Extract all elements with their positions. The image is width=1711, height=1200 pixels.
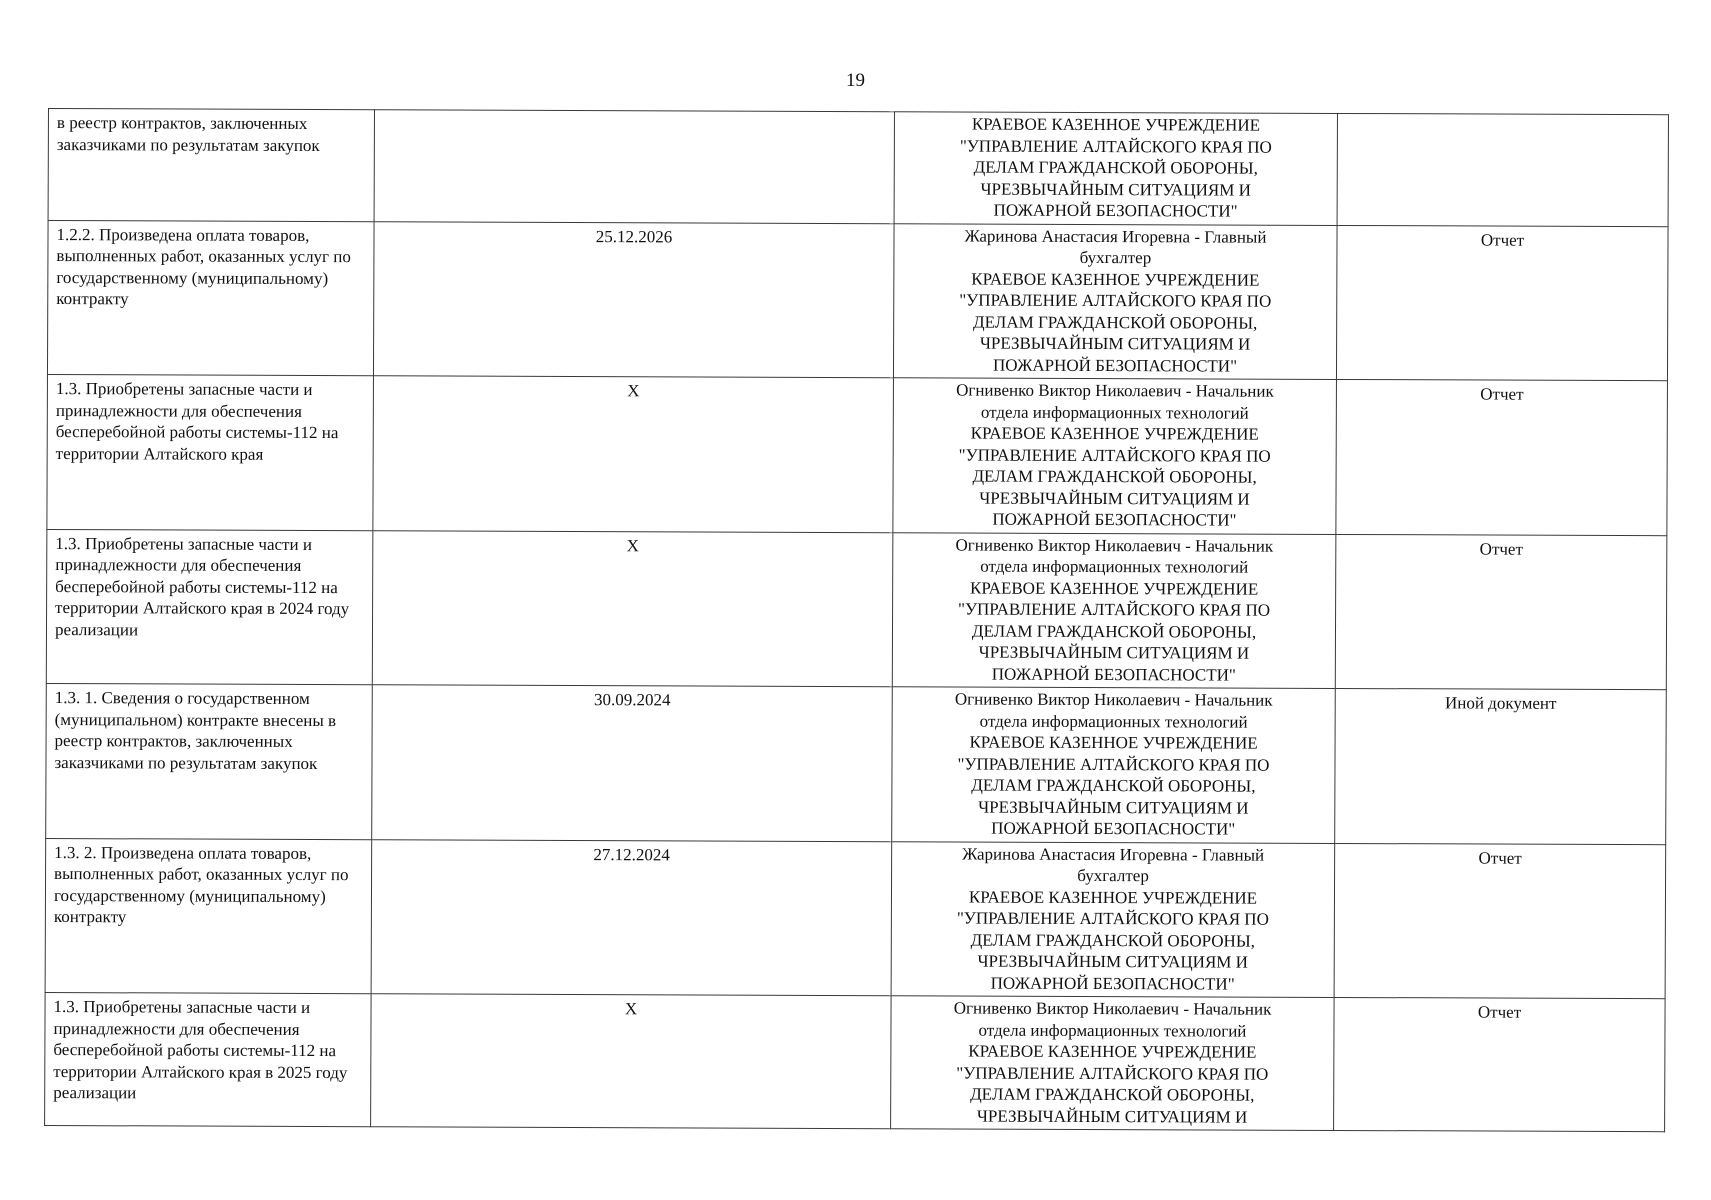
responsible-line: ДЕЛАМ ГРАЖДАНСКОЙ ОБОРОНЫ, <box>970 1084 1255 1105</box>
responsible-executor <box>892 532 1336 688</box>
responsible-line: "УПРАВЛЕНИЕ АЛТАЙСКОГО КРАЯ ПО <box>956 908 1269 929</box>
deadline-date <box>374 110 894 223</box>
table-row <box>47 220 1668 381</box>
responsible-executor <box>892 687 1336 843</box>
responsible-line: ПОЖАРНОЙ БЕЗОПАСНОСТИ" <box>993 200 1238 221</box>
responsible-line: Огнивенко Виктор Николаевич - Начальник <box>955 534 1274 556</box>
responsible-line: КРАЕВОЕ КАЗЕННОЕ УЧРЕЖДЕНИЕ <box>968 1041 1257 1062</box>
table-row <box>46 529 1667 690</box>
responsible-line: ЧРЕЗВЫЧАЙНЫМ СИТУАЦИЯМ И <box>980 179 1251 200</box>
responsible-line: "УПРАВЛЕНИЕ АЛТАЙСКОГО КРАЯ ПО <box>959 136 1272 157</box>
responsible-line: Жаринова Анастасия Игоревна - Главный <box>962 844 1265 865</box>
responsible-line: ЧРЕЗВЫЧАЙНЫМ СИТУАЦИЯМ И <box>976 1106 1248 1127</box>
responsible-executor <box>893 378 1337 534</box>
responsible-line: "УПРАВЛЕНИЕ АЛТАЙСКОГО КРАЯ ПО <box>959 290 1272 311</box>
table-row <box>48 109 1668 227</box>
responsible-line: ПОЖАРНОЙ БЕЗОПАСНОСТИ" <box>992 355 1238 376</box>
table-row <box>45 838 1666 999</box>
deadline-date: X <box>373 376 894 532</box>
responsible-line: ПОЖАРНОЙ БЕЗОПАСНОСТИ" <box>992 509 1237 530</box>
deadline-date: 30.09.2024 <box>372 685 893 841</box>
document-type <box>1337 113 1668 226</box>
table-row <box>46 683 1667 844</box>
deadline-date: X <box>372 530 893 686</box>
responsible-line: КРАЕВОЕ КАЗЕННОЕ УЧРЕЖДЕНИЕ <box>968 887 1258 908</box>
responsible-line: отдела информационных технологий <box>978 1020 1247 1041</box>
event-description: 1.3. Приобретены запасные части и принадлежности для обеспечения бесперебойной работы системы-112 на территории Алтайского края <box>47 374 374 530</box>
responsible-line: ПОЖАРНОЙ БЕЗОПАСНОСТИ" <box>991 664 1236 685</box>
document-type: Отчет <box>1336 225 1668 381</box>
responsible-line: бухгалтер <box>1077 865 1149 886</box>
responsible-line: "УПРАВЛЕНИЕ АЛТАЙСКОГО КРАЯ ПО <box>958 599 1271 620</box>
responsible-line: "УПРАВЛЕНИЕ АЛТАЙСКОГО КРАЯ ПО <box>957 753 1270 775</box>
event-description: 1.3. Приобретены запасные части и принадлежности для обеспечения бесперебойной работы системы-112 на территории Алтайского края в 2025 году реализации <box>45 992 372 1126</box>
responsible-line: отдела информационных технологий <box>979 711 1248 732</box>
event-description: в реестр контрактов, заключенных заказчиками по результатам закупок <box>48 109 374 222</box>
responsible-line: КРАЕВОЕ КАЗЕННОЕ УЧРЕЖДЕНИЕ <box>969 732 1258 753</box>
event-description: 1.2.2. Произведена оплата товаров, выполненных работ, оказанных услуг по государственному (муниципальному) контракту <box>47 220 374 376</box>
responsible-line: Огнивенко Виктор Николаевич - Начальник <box>956 380 1274 401</box>
event-description: 1.3. Приобретены запасные части и принадлежности для обеспечения бесперебойной работы системы-112 на территории Алтайского края в 2024 году реализации <box>46 529 373 685</box>
responsible-line: ДЕЛАМ ГРАЖДАНСКОЙ ОБОРОНЫ, <box>971 775 1256 796</box>
responsible-line: ЧРЕЗВЫЧАЙНЫМ СИТУАЦИЯМ И <box>979 333 1251 354</box>
responsible-line: ЧРЕЗВЫЧАЙНЫМ СИТУАЦИЯМ И <box>977 951 1248 972</box>
table-row <box>45 992 1665 1131</box>
responsible-line: ДЕЛАМ ГРАЖДАНСКОЙ ОБОРОНЫ, <box>971 621 1257 642</box>
document-type: Иной документ <box>1335 688 1667 844</box>
responsible-line: КРАЕВОЕ КАЗЕННОЕ УЧРЕЖДЕНИЕ <box>971 269 1260 290</box>
responsible-line: КРАЕВОЕ КАЗЕННОЕ УЧРЕЖДЕНИЕ <box>971 114 1261 135</box>
deadline-date: 25.12.2026 <box>373 221 894 377</box>
responsible-line: отдела информационных технологий <box>980 402 1249 423</box>
responsible-line: ДЕЛАМ ГРАЖДАНСКОЙ ОБОРОНЫ, <box>972 466 1257 487</box>
plan-table <box>44 108 1669 1132</box>
document-type: Отчет <box>1334 997 1666 1131</box>
responsible-executor <box>891 841 1335 997</box>
responsible-line: ЧРЕЗВЫЧАЙНЫМ СИТУАЦИЯМ И <box>978 642 1250 663</box>
responsible-line: "УПРАВЛЕНИЕ АЛТАЙСКОГО КРАЯ ПО <box>958 444 1271 466</box>
responsible-line: ПОЖАРНОЙ БЕЗОПАСНОСТИ" <box>991 818 1236 839</box>
responsible-line: бухгалтер <box>1079 247 1152 268</box>
table-row <box>47 374 1668 535</box>
responsible-line: Жаринова Анастасия Игоревна - Главный <box>964 226 1267 247</box>
document-type: Отчет <box>1335 534 1667 690</box>
document-type: Отчет <box>1334 843 1666 999</box>
responsible-line: "УПРАВЛЕНИЕ АЛТАЙСКОГО КРАЯ ПО <box>956 1062 1269 1084</box>
responsible-line: отдела информационных технологий <box>980 556 1249 577</box>
responsible-line: ДЕЛАМ ГРАЖДАНСКОЙ ОБОРОНЫ, <box>970 930 1255 951</box>
responsible-executor <box>893 223 1337 379</box>
responsible-line: ДЕЛАМ ГРАЖДАНСКОЙ ОБОРОНЫ, <box>973 157 1258 178</box>
responsible-line: Огнивенко Виктор Николаевич - Начальник <box>954 689 1273 710</box>
event-description: 1.3. 2. Произведена оплата товаров, выполненных работ, оказанных услуг по государственному (муниципальному) контракту <box>45 838 372 994</box>
responsible-line: ПОЖАРНОЙ БЕЗОПАСНОСТИ" <box>990 973 1235 994</box>
responsible-line: ДЕЛАМ ГРАЖДАНСКОЙ ОБОРОНЫ, <box>973 312 1258 333</box>
responsible-executor <box>894 112 1337 225</box>
responsible-line: Огнивенко Виктор Николаевич - Начальник <box>953 998 1272 1019</box>
responsible-executor <box>891 996 1335 1131</box>
responsible-line: ЧРЕЗВЫЧАЙНЫМ СИТУАЦИЯМ И <box>978 797 1249 818</box>
responsible-line: КРАЕВОЕ КАЗЕННОЕ УЧРЕЖДЕНИЕ <box>970 578 1259 599</box>
page-number: 19 <box>846 70 865 91</box>
event-description: 1.3. 1. Сведения о государственном (муниципальном) контракте внесены в реестр контрактов, заключенных заказчиками по результатам закупок <box>46 683 373 839</box>
responsible-line: ЧРЕЗВЫЧАЙНЫМ СИТУАЦИЯМ И <box>979 488 1250 509</box>
deadline-date: 27.12.2024 <box>371 839 892 995</box>
deadline-date: X <box>371 994 892 1129</box>
responsible-line: КРАЕВОЕ КАЗЕННОЕ УЧРЕЖДЕНИЕ <box>970 423 1259 444</box>
document-type: Отчет <box>1336 379 1668 535</box>
